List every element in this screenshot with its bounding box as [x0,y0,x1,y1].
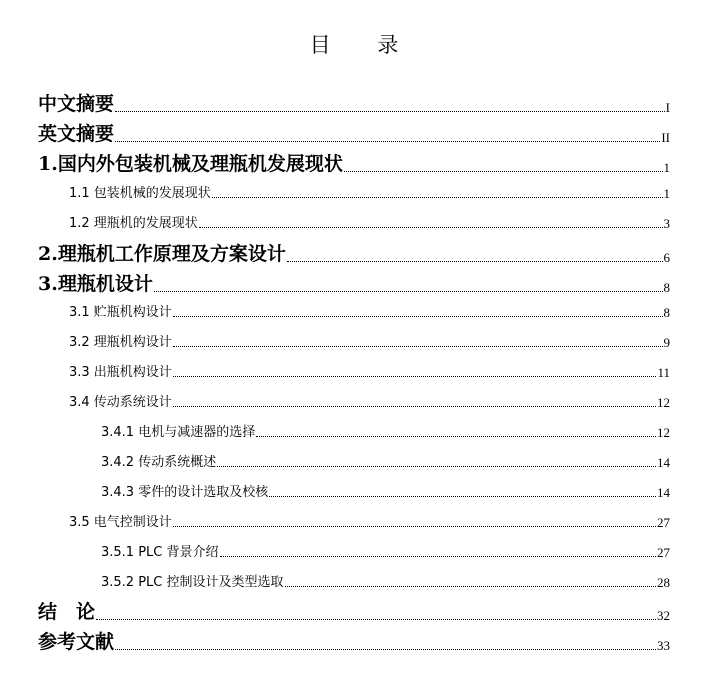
toc-entry[interactable] [101,455,670,471]
toc-entry-label: 3.5.2 PLC 控制设计及类型选取 [101,575,284,590]
dot-leader [256,435,656,437]
dot-leader [115,140,660,142]
toc-entry-label: 参考文献 [38,631,115,653]
dot-leader [173,315,663,317]
toc-entry-page: 3 [663,216,670,231]
toc-entry[interactable] [38,630,670,654]
toc-entry-page: 8 [663,280,670,295]
toc-entry[interactable] [38,242,670,266]
toc-entry-page: 12 [657,425,670,440]
dot-leader [217,465,656,467]
toc-entry[interactable] [101,575,670,591]
toc-entry-page: 33 [657,638,670,653]
toc-entry-page: 14 [657,455,670,470]
toc-entry-page: 6 [663,250,670,265]
toc-entry-page: 27 [657,545,670,560]
toc-entry-label: 1.2 理瓶机的发展现状 [69,216,198,231]
toc-entry-label: 3.3 出瓶机构设计 [69,365,172,380]
dot-leader [287,260,663,262]
toc-entry[interactable] [69,186,670,202]
toc-entry-label: 1.国内外包装机械及理瓶机发展现状 [38,153,343,175]
toc-entry-label: 3.1 贮瓶机构设计 [69,305,172,320]
toc-entry-page: 27 [657,515,670,530]
toc-entry-label: 结 论 [38,601,96,623]
dot-leader [285,585,656,587]
toc-entry[interactable] [38,600,670,624]
toc-entry[interactable] [69,216,670,232]
toc-entry-label: 3.4.3 零件的设计选取及校核 [101,485,269,500]
toc-entry-page: I [665,100,670,115]
toc-entry-page: 14 [657,485,670,500]
dot-leader [115,648,656,650]
toc-entry-label: 3.5 电气控制设计 [69,515,172,530]
dot-leader [154,290,663,292]
toc-entry[interactable] [69,395,670,411]
dot-leader [220,555,656,557]
toc-entry[interactable] [38,152,670,176]
toc-entry-page: 12 [657,395,670,410]
dot-leader [269,495,656,497]
toc-entry[interactable] [69,335,670,351]
toc-entry-page: 28 [657,575,670,590]
toc-entry-label: 3.2 理瓶机构设计 [69,335,172,350]
toc-entry[interactable] [101,425,670,441]
dot-leader [212,196,663,198]
toc-entry[interactable] [38,122,670,146]
toc-entry-label: 3.4.1 电机与减速器的选择 [101,425,256,440]
toc-entry-label: 英文摘要 [38,123,115,145]
toc-entry-page: II [661,130,670,145]
toc-entry-label: 1.1 包装机械的发展现状 [69,186,211,201]
dot-leader [344,170,663,172]
toc-entry-label: 中文摘要 [38,93,115,115]
dot-leader [173,405,656,407]
toc-entry-label: 3.5.1 PLC 背景介绍 [101,545,219,560]
toc-entry-label: 3.4 传动系统设计 [69,395,172,410]
toc-entry-label: 3.4.2 传动系统概述 [101,455,217,470]
toc-entry[interactable] [69,305,670,321]
page-title: 目 录 [309,33,419,57]
toc-entry[interactable] [69,365,670,381]
toc-entry[interactable] [38,92,670,116]
dot-leader [173,525,656,527]
toc-entry-page: 1 [663,160,670,175]
dot-leader [199,226,663,228]
toc-entry-page: 9 [663,335,670,350]
toc-entry[interactable] [101,545,670,561]
toc-entry[interactable] [101,485,670,501]
toc-entry-page: 1 [663,186,670,201]
toc-entry-label: 2.理瓶机工作原理及方案设计 [38,243,286,265]
dot-leader [173,375,657,377]
dot-leader [96,618,656,620]
toc-entry[interactable] [69,515,670,531]
dot-leader [173,345,663,347]
toc-entry[interactable] [38,272,670,296]
toc-entry-page: 32 [657,608,670,623]
toc-entry-label: 3.理瓶机设计 [38,273,153,295]
toc-entry-page: 8 [663,305,670,320]
dot-leader [115,110,665,112]
toc-entry-page: 11 [657,365,670,380]
